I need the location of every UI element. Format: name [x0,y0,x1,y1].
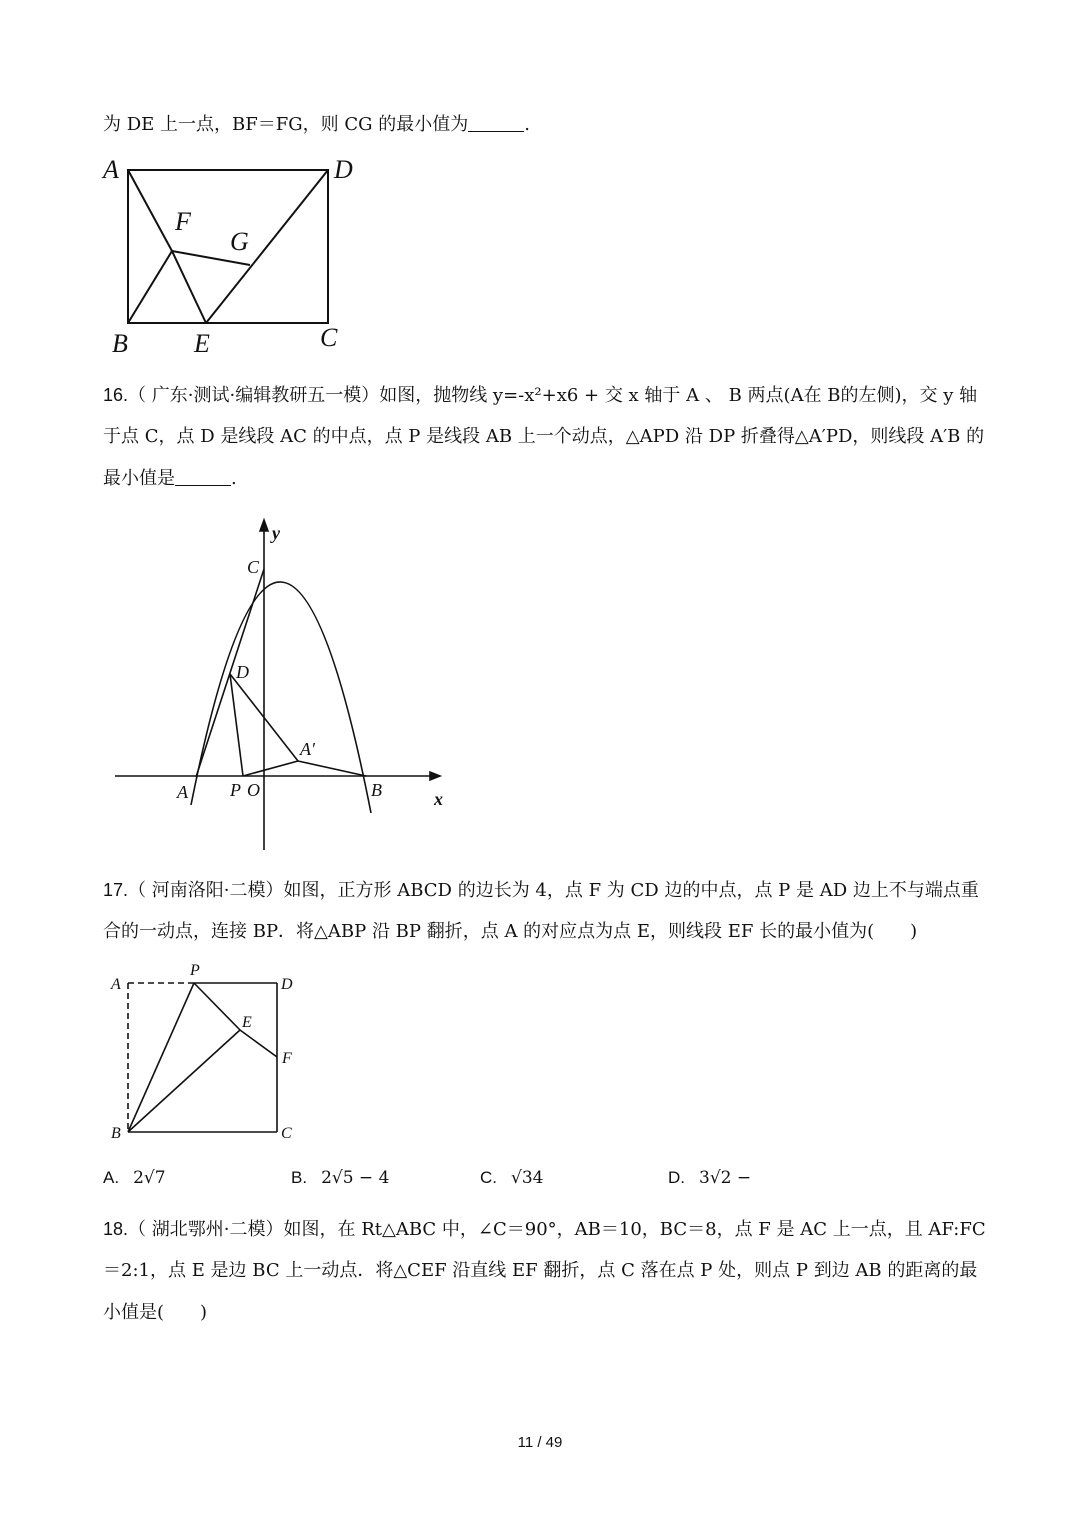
label-p: P [190,962,200,979]
label-a: A [103,155,119,184]
option-a[interactable]: A. 2√7 [103,1168,166,1188]
option-d[interactable]: D. 3√2 − [668,1168,752,1188]
label-d: D [281,976,293,993]
figure-parabola [0,515,480,855]
label-a-prime: A′ [300,739,315,759]
label-b: B [371,780,382,800]
answer-blank [468,113,524,132]
option-b[interactable]: B. 2√5 − 4 [291,1168,390,1188]
q16-line2: 于点 C，点 D 是线段 AC 的中点，点 P 是线段 AB 上一个动点，△APD 沿 DP 折叠得△A′PD，则线段 A′B 的 [103,426,985,447]
label-b: B [111,1125,121,1142]
label-f: F [175,207,191,236]
label-d: D [334,155,353,184]
label-f: F [282,1050,292,1067]
q16-line1: 16.（ 广东·测试·编辑教研五一模）如图，抛物线 y=-x²+x6 + 交 x 轴于 A 、 B 两点(A在 B的左侧)，交 y 轴 [103,385,978,406]
figure-square-abcd [0,960,320,1150]
label-y: y [272,523,280,543]
q16-line3: 最小值是 . [103,468,237,489]
label-c: C [247,557,260,577]
q18-line2: ＝2:1，点 E 是边 BC 上一动点．将△CEF 沿直线 EF 翻折，点 C 落在点 P 处，则点 P 到边 AB 的距离的最 [103,1260,978,1281]
figure-rectangle-abcd [0,150,400,360]
q18-line3: 小值是( ) [103,1302,208,1323]
q18-line1: 18.（ 湖北鄂州·二模）如图，在 Rt△ABC 中，∠C＝90°，AB＝10，BC＝8，点 F 是 AC 上一点，且 AF:FC [103,1219,986,1240]
label-p: P [230,780,241,800]
label-o: O [247,780,260,800]
q17-line2: 合的一动点，连接 BP．将△ABP 沿 BP 翻折，点 A 的对应点为点 E，则线段 EF 长的最小值为( ) [103,921,918,942]
label-a: A [177,782,188,802]
label-e: E [242,1014,252,1031]
label-g: G [230,227,249,256]
label-a: A [111,976,121,993]
answer-blank [175,467,231,486]
page-number: 11 / 49 [517,1434,563,1451]
label-c: C [320,323,338,352]
label-c: C [281,1125,292,1142]
label-b: B [112,329,128,358]
label-e: E [194,329,210,358]
label-x: x [434,789,443,809]
q15-text: 为 DE 上一点，BF＝FG，则 CG 的最小值为 . [103,114,530,135]
q17-line1: 17.（ 河南洛阳·二模）如图，正方形 ABCD 的边长为 4，点 F 为 CD 边的中点，点 P 是 AD 边上不与端点重 [103,880,979,901]
label-d: D [236,662,249,682]
option-c[interactable]: C. √34 [480,1168,544,1188]
